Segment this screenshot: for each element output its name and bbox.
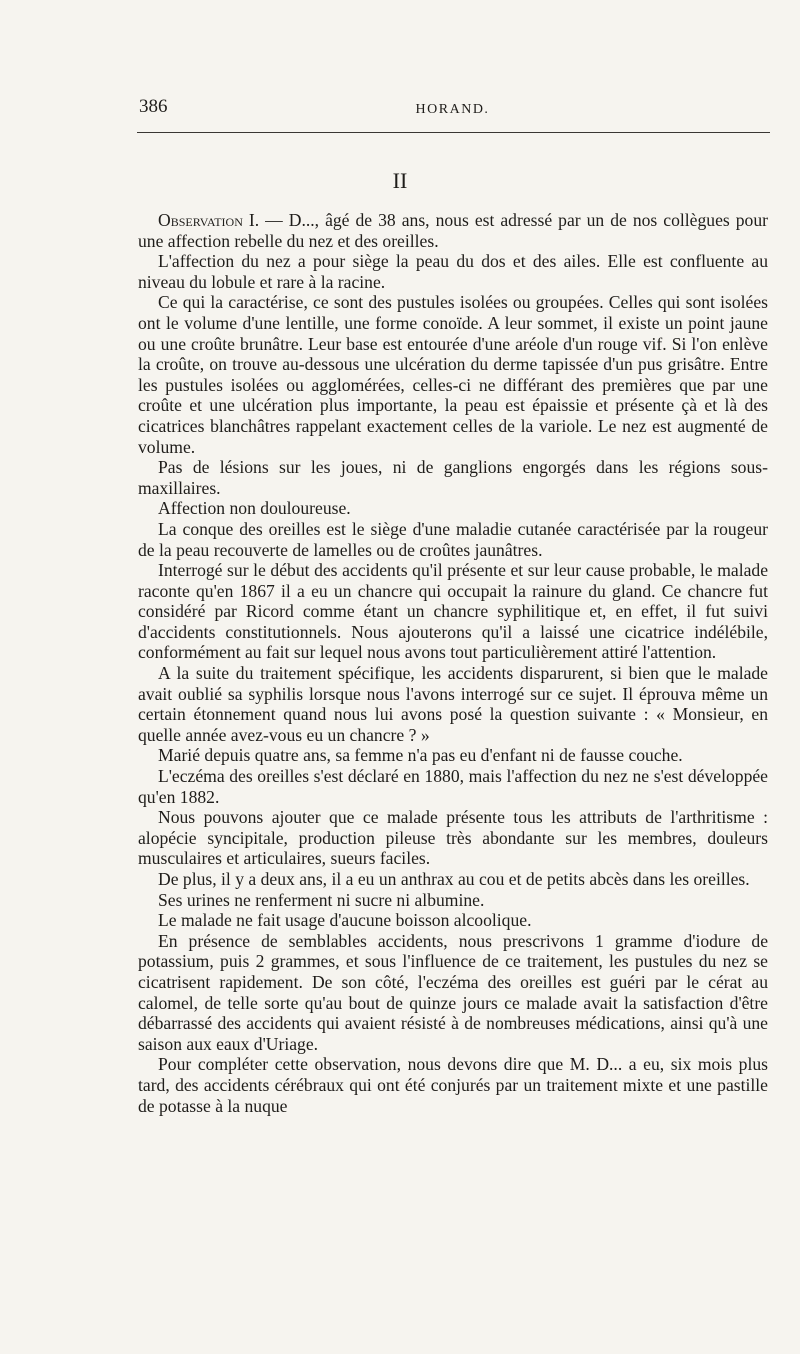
page-number: 386 [139,96,168,117]
observation-label: Observation [158,210,243,230]
paragraph: Le malade ne fait usage d'aucune boisson alcoolique. [158,910,532,931]
paragraph: Nous pouvons ajouter que ce malade présente tous les attributs de l'arthritisme : alopécie syncipitale, production pileuse très abondante sur les membres, douleurs musculaires et articulaires, sueurs faciles. [138,807,768,869]
running-head: HORAND. [415,102,490,117]
paragraph: Pas de lésions sur les joues, ni de ganglions engorgés dans les régions sous-maxillaires. [138,457,768,498]
paragraph: De plus, il y a deux ans, il a eu un anthrax au cou et de petits abcès dans les oreilles. [158,869,750,889]
paragraph: Ses urines ne renferment ni sucre ni albumine. [158,889,485,910]
section-title: II [392,168,408,193]
paragraph: Pour compléter cette observation, nous devons dire que M. D... a eu, six mois plus tard, des accidents cérébraux qui ont été conjurés par un traitement mixte et une pastille de potasse à la nuque [138,1054,768,1116]
paragraph: L'affection du nez a pour siège la peau du dos et des ailes. Elle est confluente au niveau du lobule et rare à la racine. [138,251,768,292]
paragraph: La conque des oreilles est le siège d'une maladie cutanée caractérisée par la rougeur de la peau recouverte de lamelles ou de croûtes jaunâtres. [138,518,768,560]
paragraph: Ce qui la caractérise, ce sont des pustules isolées ou groupées. Celles qui sont isolées ont le volume d'une lentille, une forme conoïde. A leur sommet, il existe un point jaune ou une croûte brunâtre. Leur base est entourée d'une aréole d'un rouge vif. Si l'on enlève la croûte, on trouve au-dessous une ulcération du derme tapissée d'un pus grisâtre. Entre les pustules isolées ou agglomérées, celles-ci ne différant des premières que par une croûte et une ulcération plus importante, la peau est épaissie et présente çà et là des cicatrices blanchâtres rappelant exactement celles de la variole. Le nez est augmenté de volume. [138,292,768,457]
paragraph: Interrogé sur le début des accidents qu'il présente et sur leur cause probable, le malade raconte qu'en 1867 il a eu un chancre qui occupait la rainure du gland. Ce chancre fut considéré par Ricord comme étant un chancre syphilitique et, en effet, il fut suivi d'accidents constitutionnels. Nous ajouterons qu'il a laissé une cicatrice indélébile, conformément au fait sur lequel nous avons tout particulièrement attiré l'attention. [138,560,768,663]
page-header [135,96,770,130]
paragraph-1-text: I. — D..., âgé de 38 ans, nous est adressé par un de nos collègues pour une affection rebelle du nez et des oreilles. [138,210,768,251]
body-text [138,210,768,1116]
paragraph: A la suite du traitement spécifique, les accidents disparurent, si bien que le malade avait oublié sa syphilis lorsque nous l'avons interrogé sur ce sujet. Il éprouva même un certain étonnement quand nous lui avons posé la question suivante : « Monsieur, en quelle année avez-vous eu un chancre ? » [138,663,768,745]
paragraph: Marié depuis quatre ans, sa femme n'a pas eu d'enfant ni de fausse couche. [158,745,683,766]
paragraph-1 [138,210,768,251]
paragraph: En présence de semblables accidents, nous prescrivons 1 gramme d'iodure de potassium, puis 2 grammes, et sous l'influence de ce traitement, les pustules du nez se cicatrisent rapidement. De son côté, l'eczéma des oreilles est guéri par le cérat au calomel, de telle sorte qu'au bout de quinze jours ce malade avait la satisfaction d'être débarrassé des accidents qui avaient résisté à de nombreuses médications, ainsi qu'à une saison aux eaux d'Uriage. [138,930,768,1054]
header-rule [137,132,770,133]
paragraph: L'eczéma des oreilles s'est déclaré en 1880, mais l'affection du nez ne s'est développée qu'en 1882. [138,766,768,807]
paragraph: Affection non douloureuse. [158,498,351,519]
